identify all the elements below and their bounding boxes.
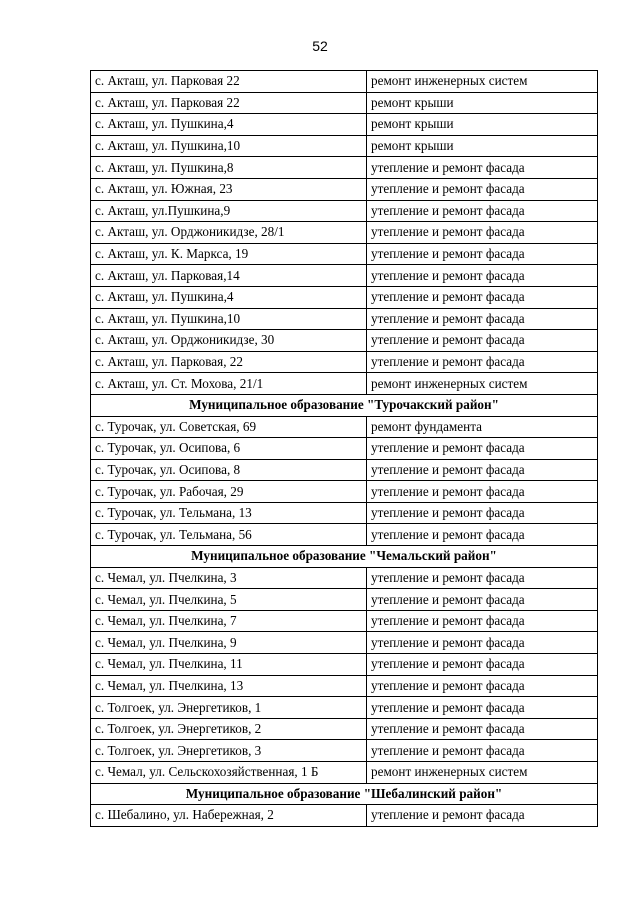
section-header-row <box>91 394 598 416</box>
work-type-cell: утепление и ремонт фасада <box>367 308 598 330</box>
table-row <box>91 330 598 352</box>
table-row <box>91 438 598 460</box>
page-number: 52 <box>312 38 328 54</box>
table-row <box>91 632 598 654</box>
section-header-row <box>91 546 598 568</box>
work-type-cell: утепление и ремонт фасада <box>367 610 598 632</box>
address-cell: с. Толгоек, ул. Энергетиков, 1 <box>91 697 367 719</box>
address-cell: с. Чемал, ул. Пчелкина, 9 <box>91 632 367 654</box>
section-header-row <box>91 783 598 805</box>
table-row <box>91 71 598 93</box>
table-row <box>91 114 598 136</box>
work-type-cell: утепление и ремонт фасада <box>367 222 598 244</box>
address-cell: с. Акташ, ул. Ст. Мохова, 21/1 <box>91 373 367 395</box>
table-row <box>91 373 598 395</box>
work-type-cell: утепление и ремонт фасада <box>367 178 598 200</box>
work-type-cell: утепление и ремонт фасада <box>367 697 598 719</box>
table-row <box>91 718 598 740</box>
table-row <box>91 610 598 632</box>
address-cell: с. Чемал, ул. Пчелкина, 11 <box>91 654 367 676</box>
table-row <box>91 157 598 179</box>
address-cell: с. Акташ, ул. Парковая,14 <box>91 265 367 287</box>
work-type-cell: утепление и ремонт фасада <box>367 675 598 697</box>
address-cell: с. Акташ, ул. Южная, 23 <box>91 178 367 200</box>
address-cell: с. Акташ, ул. Орджоникидзе, 30 <box>91 330 367 352</box>
work-type-cell: ремонт крыши <box>367 135 598 157</box>
table-row <box>91 351 598 373</box>
work-type-cell: утепление и ремонт фасада <box>367 481 598 503</box>
work-type-cell: утепление и ремонт фасада <box>367 330 598 352</box>
address-cell: с. Чемал, ул. Пчелкина, 5 <box>91 589 367 611</box>
table-row <box>91 654 598 676</box>
work-type-cell: утепление и ремонт фасада <box>367 200 598 222</box>
table-row <box>91 762 598 784</box>
work-type-cell: ремонт инженерных систем <box>367 373 598 395</box>
work-type-cell: утепление и ремонт фасада <box>367 567 598 589</box>
work-type-cell: утепление и ремонт фасада <box>367 632 598 654</box>
work-type-cell: утепление и ремонт фасада <box>367 502 598 524</box>
address-cell: с. Акташ, ул. Парковая 22 <box>91 71 367 93</box>
work-type-cell: ремонт инженерных систем <box>367 762 598 784</box>
table-row <box>91 481 598 503</box>
work-type-cell: утепление и ремонт фасада <box>367 805 598 827</box>
table-row <box>91 697 598 719</box>
address-cell: с. Акташ, ул. Пушкина,10 <box>91 308 367 330</box>
address-cell: с. Акташ, ул. Пушкина,4 <box>91 286 367 308</box>
work-type-cell: утепление и ремонт фасада <box>367 286 598 308</box>
table-row <box>91 135 598 157</box>
work-type-cell: утепление и ремонт фасада <box>367 524 598 546</box>
address-cell: с. Акташ, ул. Пушкина,10 <box>91 135 367 157</box>
table-row <box>91 200 598 222</box>
work-type-cell: ремонт фундамента <box>367 416 598 438</box>
address-cell: с. Турочак, ул. Рабочая, 29 <box>91 481 367 503</box>
address-cell: с. Чемал, ул. Сельскохозяйственная, 1 Б <box>91 762 367 784</box>
work-type-cell: утепление и ремонт фасада <box>367 351 598 373</box>
work-type-cell: ремонт инженерных систем <box>367 71 598 93</box>
work-type-cell: утепление и ремонт фасада <box>367 740 598 762</box>
address-cell: с. Турочак, ул. Тельмана, 13 <box>91 502 367 524</box>
address-cell: с. Турочак, ул. Тельмана, 56 <box>91 524 367 546</box>
table-row <box>91 805 598 827</box>
table-row <box>91 178 598 200</box>
table-row <box>91 459 598 481</box>
address-cell: с. Акташ, ул. Парковая 22 <box>91 92 367 114</box>
section-title: Муниципальное образование "Шебалинский район" <box>91 783 598 805</box>
work-type-cell: утепление и ремонт фасада <box>367 589 598 611</box>
address-cell: с. Акташ, ул. Парковая, 22 <box>91 351 367 373</box>
work-type-cell: утепление и ремонт фасада <box>367 157 598 179</box>
table-row <box>91 222 598 244</box>
address-cell: с. Шебалино, ул. Набережная, 2 <box>91 805 367 827</box>
address-cell: с. Акташ, ул. Орджоникидзе, 28/1 <box>91 222 367 244</box>
table-row <box>91 286 598 308</box>
work-type-cell: ремонт крыши <box>367 114 598 136</box>
table-row <box>91 524 598 546</box>
work-type-cell: утепление и ремонт фасада <box>367 654 598 676</box>
address-cell: с. Толгоек, ул. Энергетиков, 2 <box>91 718 367 740</box>
table-row <box>91 416 598 438</box>
address-work-table <box>90 70 598 827</box>
table-row <box>91 308 598 330</box>
table-row <box>91 265 598 287</box>
section-title: Муниципальное образование "Турочакский район" <box>91 394 598 416</box>
address-cell: с. Чемал, ул. Пчелкина, 13 <box>91 675 367 697</box>
work-type-cell: ремонт крыши <box>367 92 598 114</box>
table-body <box>91 71 598 827</box>
address-cell: с. Турочак, ул. Осипова, 8 <box>91 459 367 481</box>
work-type-cell: утепление и ремонт фасада <box>367 459 598 481</box>
table-row <box>91 675 598 697</box>
address-cell: с. Толгоек, ул. Энергетиков, 3 <box>91 740 367 762</box>
address-cell: с. Турочак, ул. Советская, 69 <box>91 416 367 438</box>
table-row <box>91 740 598 762</box>
table-row <box>91 243 598 265</box>
table-row <box>91 502 598 524</box>
table-row <box>91 567 598 589</box>
address-cell: с. Чемал, ул. Пчелкина, 3 <box>91 567 367 589</box>
work-type-cell: утепление и ремонт фасада <box>367 265 598 287</box>
address-cell: с. Акташ, ул. Пушкина,4 <box>91 114 367 136</box>
address-cell: с. Турочак, ул. Осипова, 6 <box>91 438 367 460</box>
work-type-cell: утепление и ремонт фасада <box>367 438 598 460</box>
work-type-cell: утепление и ремонт фасада <box>367 718 598 740</box>
address-cell: с. Акташ, ул. Пушкина,8 <box>91 157 367 179</box>
address-cell: с. Акташ, ул. К. Маркса, 19 <box>91 243 367 265</box>
table-row <box>91 92 598 114</box>
address-cell: с. Чемал, ул. Пчелкина, 7 <box>91 610 367 632</box>
table-row <box>91 589 598 611</box>
address-cell: с. Акташ, ул.Пушкина,9 <box>91 200 367 222</box>
work-type-cell: утепление и ремонт фасада <box>367 243 598 265</box>
section-title: Муниципальное образование "Чемальский район" <box>91 546 598 568</box>
